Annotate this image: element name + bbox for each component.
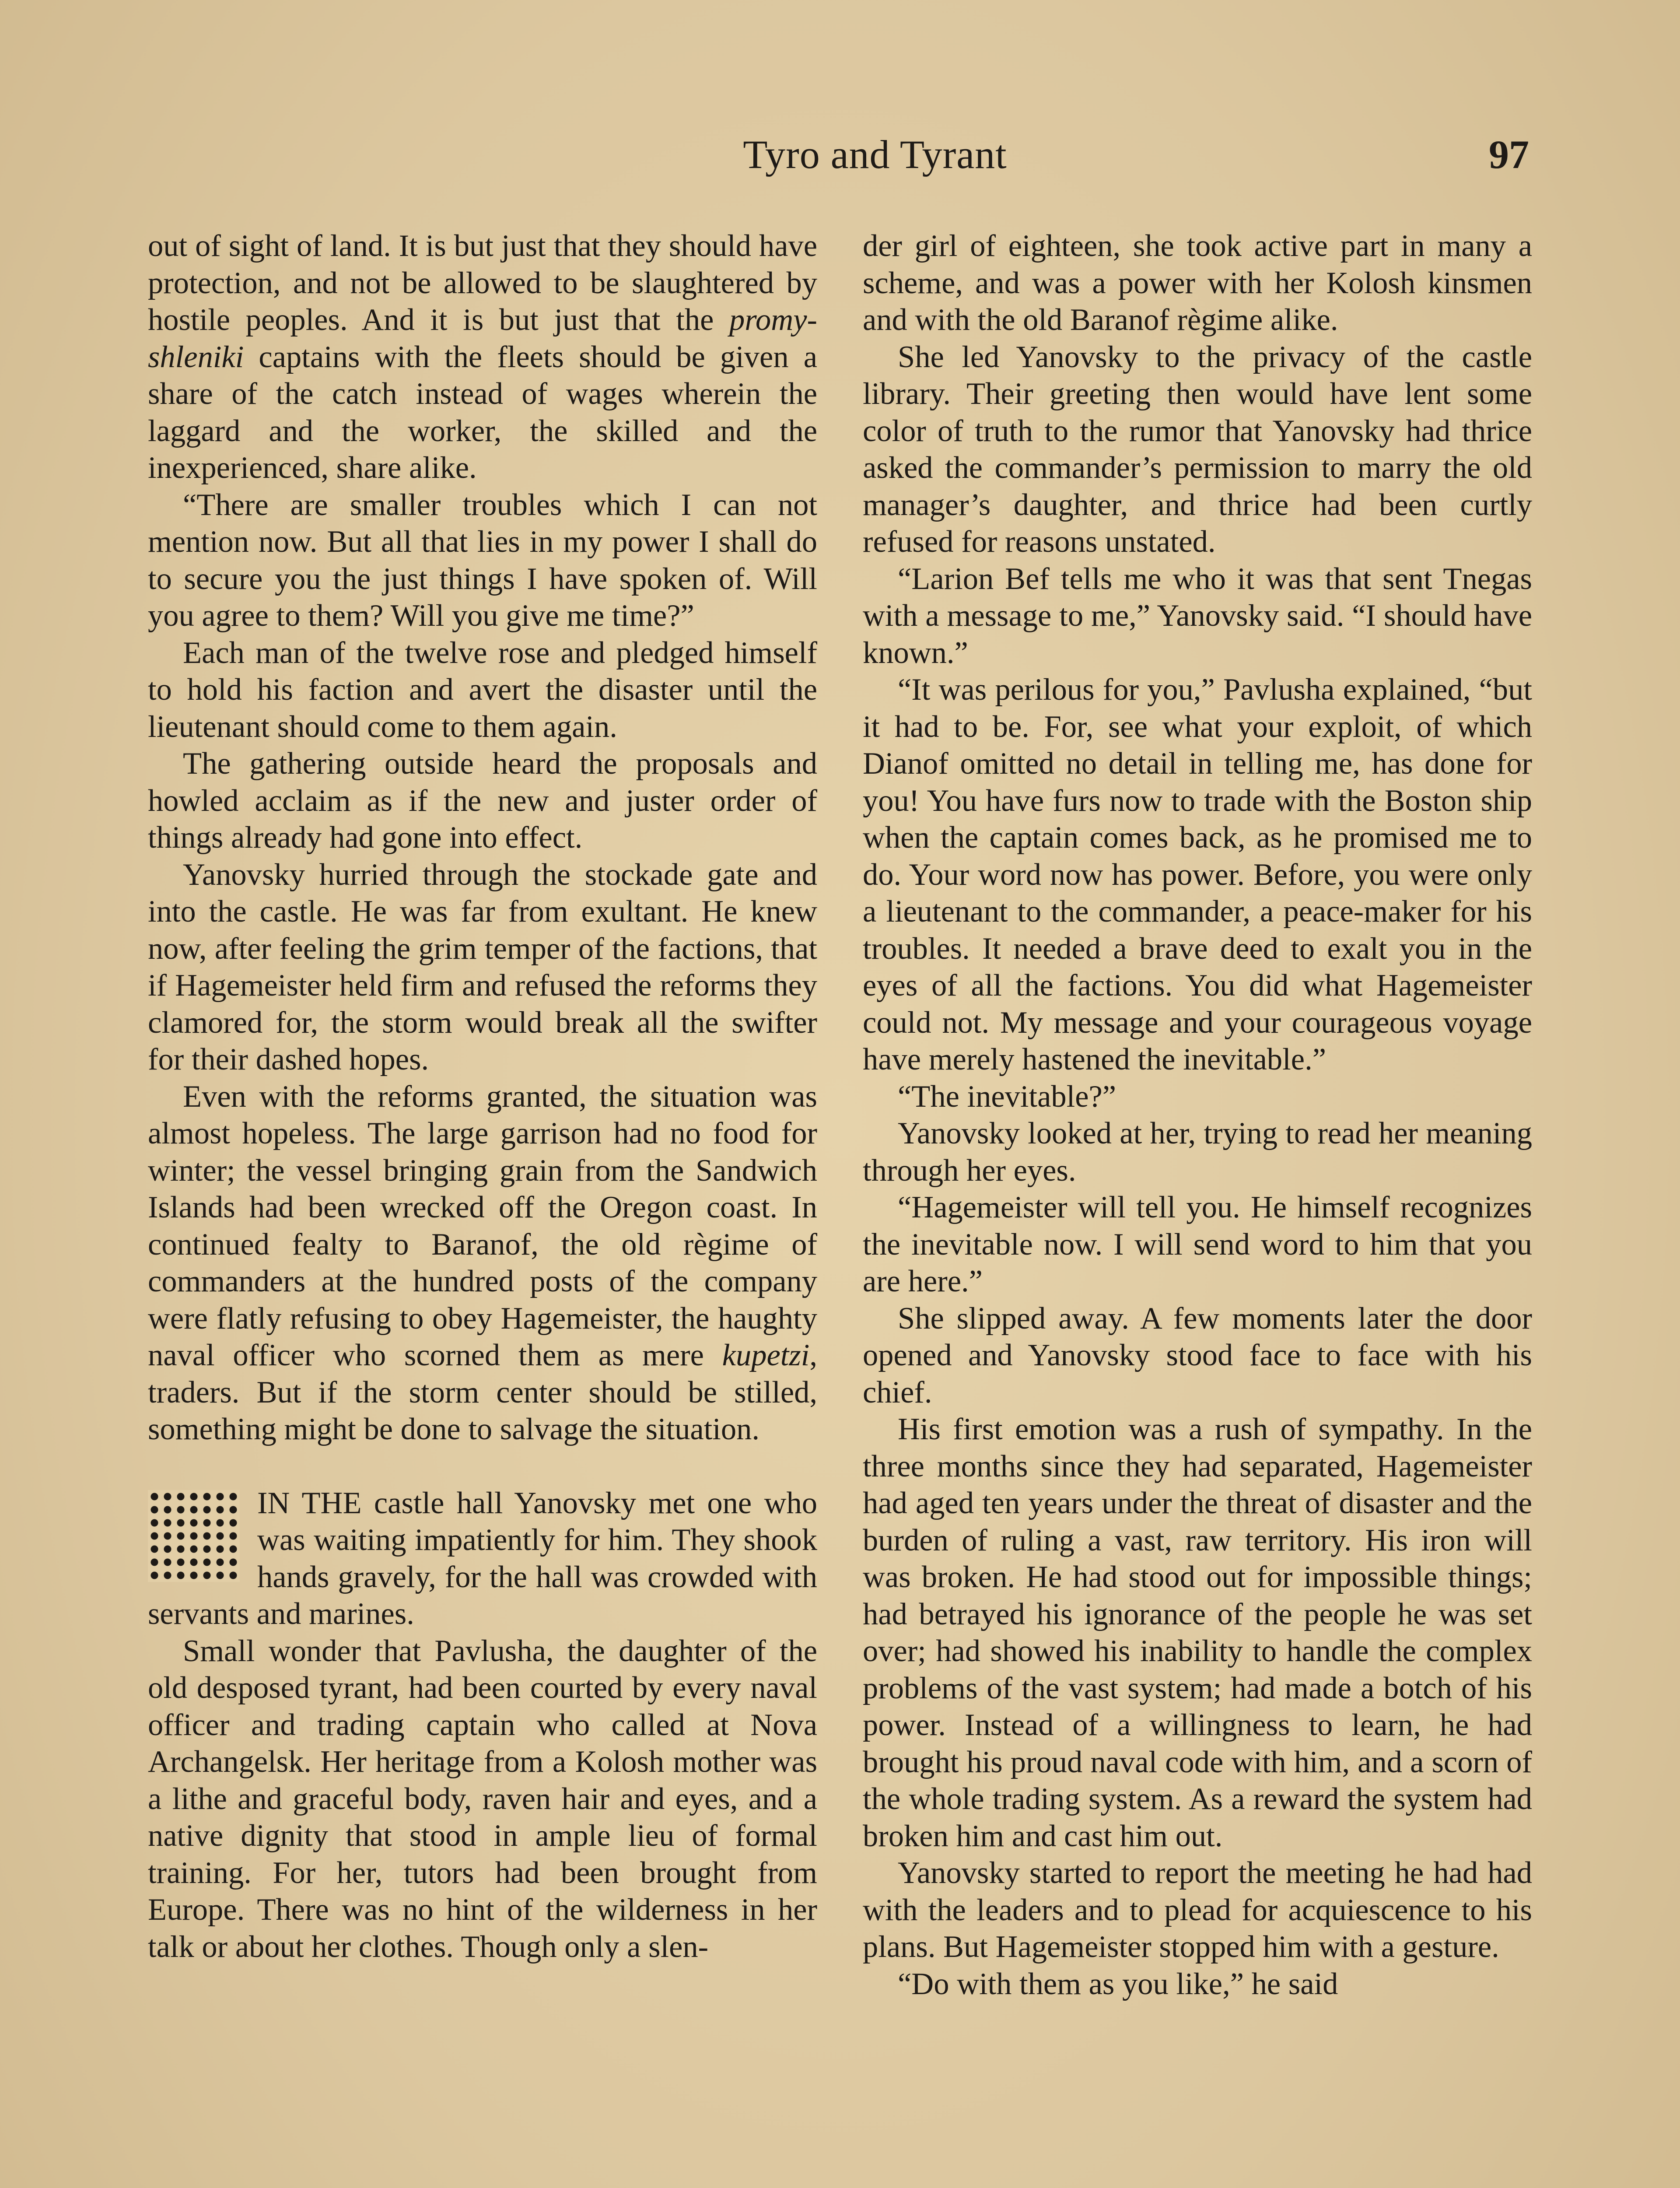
paragraph: The gathering outside heard the proposals and howled acclaim as if the new and juster order of things already had gone into effect.	[148, 747, 817, 855]
paragraph: Yanovsky started to report the meeting he had had with the leaders and to plead for acquiescence to his plans. But Hagemeister stopped him with a gesture.	[863, 1856, 1532, 1964]
paragraph: Even with the reforms granted, the situation was almost hopeless. The large garrison had no food for winter; the vessel bringing grain from the Sandwich Islands had been wrecked off the Oregon coast. In continued fealty to Baranof, the old règime of commanders at the hundred posts of the company were flatly refusing to obey Hagemeister, the haughty naval officer who scorned them as mere kupetzi, traders. But if the storm center should be stilled, something might be done to salvage the situation.	[148, 1079, 817, 1446]
paragraph: “The inevitable?”	[898, 1079, 1116, 1114]
page-number: 97	[1489, 132, 1529, 177]
paragraph: “It was perilous for you,” Pavlusha explained, “but it had to be. For, see what your exploit, of which Dianof omitted no detail in telling me, has done for you! You have furs now to trade with the Boston ship when the captain comes back, as he promised me to do. Your word now has power. Before, you were only a lieutenant to the commander, a peace-maker for his troubles. It needed a brave deed to exalt you in the eyes of all the factions. You did what Hagemeister could not. My message and your courageous voyage have merely hastened the inevitable.”	[863, 673, 1532, 1076]
paragraph: Yanovsky looked at her, trying to read her meaning through her eyes.	[863, 1116, 1532, 1188]
paragraph: His first emotion was a rush of sympathy. In the three months since they had separated, Hagemeister had aged ten years under the threat of disaster and the burden of ruling a vast, raw territory. His iron will was broken. He had stood out for impossible things; had betrayed his ignorance of the people he was set over; had showed his inability to handle the complex problems of the vast system; had made a botch of his power. Instead of a willingness to learn, he had brought his proud naval code with him, and a scorn of the whole trading system. As a reward the system had broken him and cast him out.	[863, 1412, 1532, 1853]
paragraph-with-ornament: IN THE castle hall Yanovsky met one who was waiting impatiently for him. They shook hands gravely, for the hall was crowded with servants and marines.	[148, 1486, 817, 1631]
section-break	[148, 1448, 817, 1485]
paragraph: out of sight of land. It is but just that they should have protection, and not be allowed to be slaughtered by hostile peoples. And it is but just that the promyshleniki captains with the fleets should be given a share of the catch instead of wages wherein the laggard and the worker, the skilled and the inexperienced, share alike.	[148, 229, 817, 485]
paragraph: der girl of eighteen, she took active part in many a scheme, and was a power with her Kolosh kinsmen and with the old Baranof règime alike.	[863, 229, 1532, 337]
paragraph: “Larion Bef tells me who it was that sent Tnegas with a message to me,” Yanovsky said. “I should have known.”	[863, 561, 1532, 670]
right-column	[863, 228, 1532, 2002]
paragraph: Yanovsky hurried through the stockade gate and into the castle. He was far from exultant. He knew now, after feeling the grim temper of the factions, that if Hagemeister held firm and refused the reforms they clamored for, the storm would break all the swifter for their dashed hopes.	[148, 857, 817, 1076]
running-head-title: Tyro and Tyrant	[743, 132, 1007, 177]
paragraph: “Hagemeister will tell you. He himself recognizes the inevitable now. I will send word to him that you are here.”	[863, 1190, 1532, 1298]
paragraph: “There are smaller troubles which I can not mention now. But all that lies in my power I shall do to secure you the just things I have spoken of. Will you agree to them? Will you give me time?”	[148, 487, 817, 633]
paragraph: “Do with them as you like,” he said	[898, 1967, 1338, 2001]
paragraph: She led Yanovsky to the privacy of the castle library. Their greeting then would have lent some color of truth to the rumor that Yanovsky had thrice asked the commander’s permission to marry the old manager’s daughter, and thrice had been curtly refused for reasons unstated.	[863, 340, 1532, 559]
paragraph: Small wonder that Pavlusha, the daughter of the old desposed tyrant, had been courted by every naval officer and trading captain who called at Nova Archangelsk. Her heritage from a Kolosh mother was a lithe and graceful body, raven hair and eyes, and a native dignity that stood in ample lieu of formal training. For her, tutors had been brought from Europe. There was no hint of the wilderness in her talk or about her clothes. Though only a slen-	[148, 1634, 817, 1964]
ornament-icon	[148, 1490, 240, 1582]
paragraph: She slipped away. A few moments later the door opened and Yanovsky stood face to face with his chief.	[863, 1301, 1532, 1410]
left-column	[148, 228, 817, 1965]
paragraph: Each man of the twelve rose and pledged himself to hold his faction and avert the disaster until the lieutenant should come to them again.	[148, 635, 817, 744]
